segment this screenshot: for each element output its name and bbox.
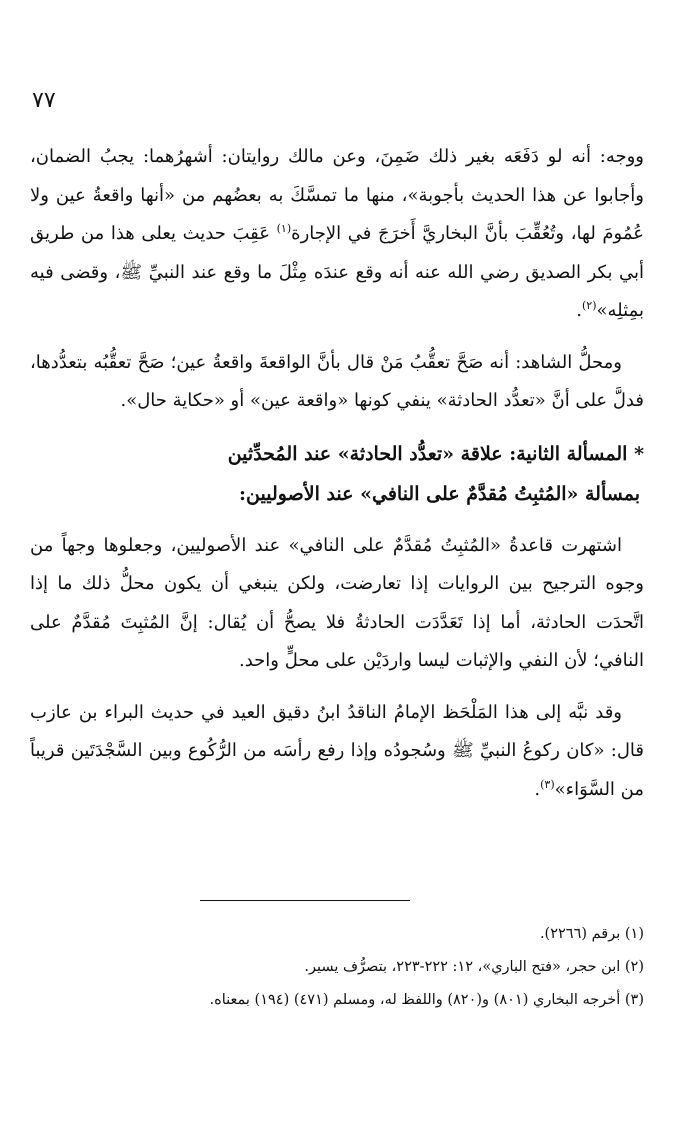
heading-line-1 — [30, 434, 644, 474]
footnote-1: (١) برقم (٢٢٦٦). — [539, 926, 644, 942]
footnote-2: (٢) ابن حجر، «فتح الباري»، ١٢: ٢٢٢-٢٢٣، بتصرُّف يسير. — [304, 959, 644, 975]
asterisk-icon: * — [634, 442, 644, 465]
period: . — [534, 778, 541, 800]
heading-text-1: المسألة الثانية: علاقة «تعدُّد الحادثة» عند المُحدِّثين — [227, 442, 628, 465]
footnote-3: (٣) أخرجه البخاري (٨٠١) و(٨٢٠) واللفظ له، ومسلم (٤٧١) (١٩٤) بمعناه. — [209, 992, 644, 1008]
footnote-ref: (١) — [276, 222, 292, 235]
paragraph-hadith — [30, 694, 644, 810]
footnote-ref: (٣) — [540, 777, 555, 791]
main-text — [30, 138, 644, 822]
heading-line-2: بمسألة «المُثبِتُ مُقدَّمٌ على النافي» عند الأصوليين: — [239, 482, 640, 505]
paragraph-witness: ومحلُّ الشاهد: أنه صَحَّ تعقُّبُ مَنْ قال بأنَّ الواقعةَ واقعةُ عين؛ صَحَّ تعقُّبُه بتعدُّدها، فدلَّ على أنَّ «تعدُّد الحادثة» ينفي كونها «واقعة عين» أو «حكاية حال». — [30, 351, 644, 411]
paragraph-rule: اشتهرت قاعدةُ «المُثبِتُ مُقدَّمٌ على النافي» عند الأصوليين، وجعلوها وجهاً من وجوه الترجيح بين الروايات إذا تعارضت، ولكن ينبغي أن يكون محلُّ ذلك ما إذا اتَّحدَت الحادثة، أما إذا تَعَدَّدَت الحادثةُ فلا يصحُّ أن يُقال: إنَّ المُثبِتَ مُقدَّمٌ على النافي؛ لأن النفي والإثبات ليسا واردَيْن على محلٍّ واحد. — [30, 534, 644, 671]
paragraph-text: وقد نبَّه إلى هذا المَلْحَظ الإمامُ الناقدُ ابنُ دقيق العيد في حديث البراء بن عازب قال: «كان ركوعُ النبيِّ ﷺ وسُجودُه وإذا رفع رأسَه من الرُّكُوع وبين السَّجْدَتَين قريباً من السَّوَاء» — [30, 701, 644, 800]
paragraph-opening — [30, 138, 644, 331]
section-heading — [30, 434, 644, 514]
paragraph-text: ووجه: أنه لو دَفَعَه بغير ذلك ضَمِنَ، وعن مالك روايتان: أشهرُهما: يجبُ الضمان، وأجابوا عن هذا الحديث بأجوبة»، منها ما تمسَّكَ به بعضُهم من «أنها واقعةُ عين ولا عُمُومَ لها، وتُعُقِّبَ بأنَّ البخاريَّ أَخرَجَ في الإجارة — [30, 146, 644, 244]
paragraph-text-continuation: عَقِبَ حديث يعلى هذا من طريق أبي بكر الصديق رضي الله عنه أنه وقع عندَه مِثْلَ ما وقع عند النبيِّ ﷺ، — [30, 223, 644, 283]
footnote-divider — [200, 900, 410, 901]
paragraph-text-end: وقضى فيه بمِثلِه» — [30, 261, 644, 321]
page-number: ٧٧ — [32, 88, 56, 113]
footnote-ref: (٢) — [582, 299, 597, 312]
footnotes — [30, 918, 644, 1017]
period: . — [576, 300, 582, 321]
